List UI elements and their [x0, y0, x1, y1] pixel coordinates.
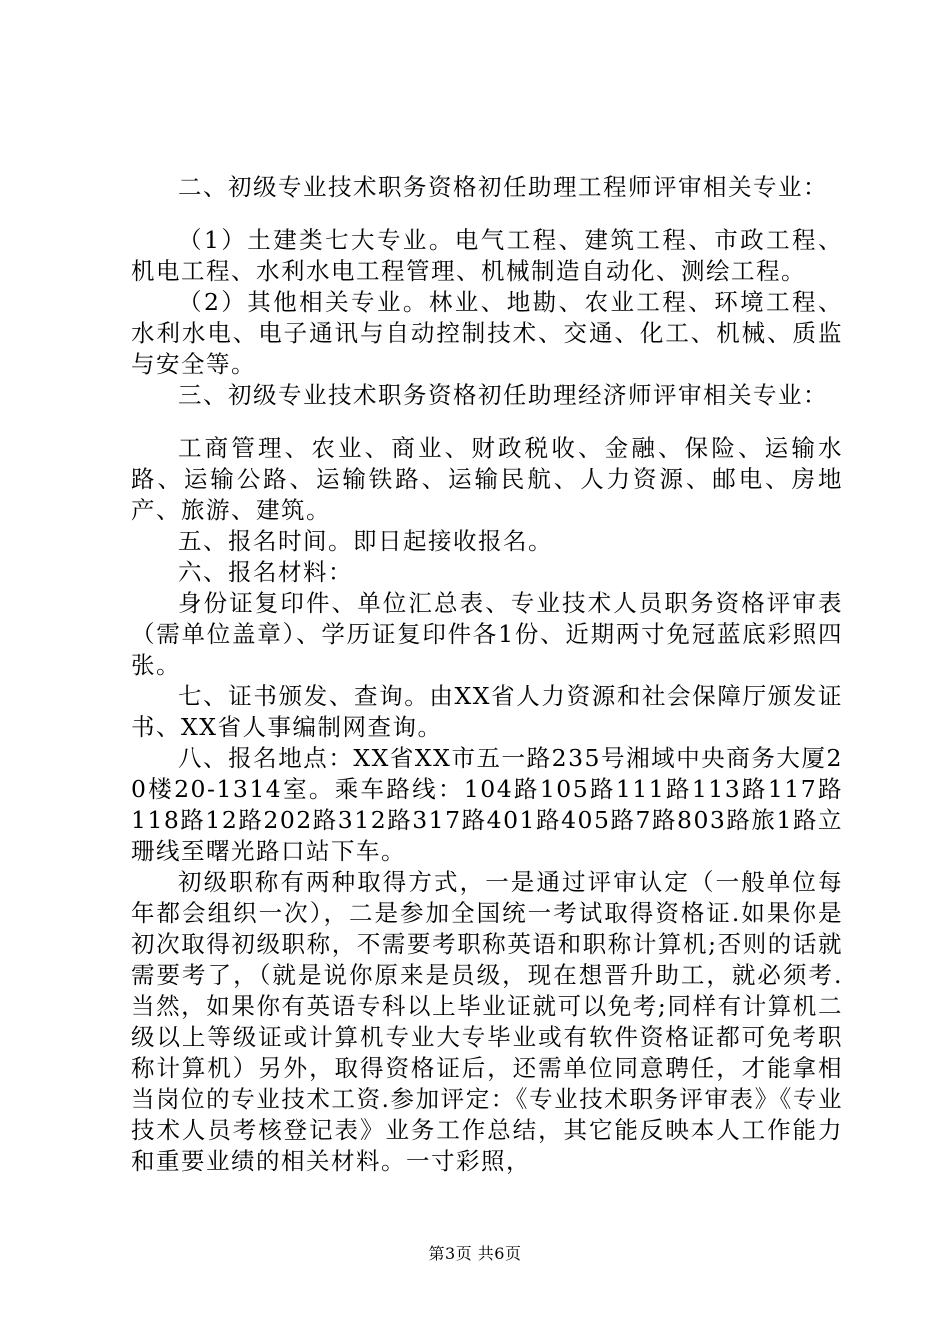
paragraph-economist-list: 工商管理、农业、商业、财政税收、金融、保险、运输水路、运输公路、运输铁路、运输民航、人力资源、邮电、房地产、旅游、建筑。 — [131, 434, 843, 524]
paragraph-certificate: 七、证书颁发、查询。由XX省人力资源和社会保障厅颁发证书、XX省人事编制网查询。 — [131, 682, 843, 741]
paragraph-location: 八、报名地点：XX省XX市五一路235号湘域中央商务大厦20楼20-1314室。乘车路线：104路105路111路113路117路118路12路202路312路317路401路405路7路803路旅1路立珊线至曙光路口站下车。 — [131, 744, 843, 865]
heading-engineer-majors: 二、初级专业技术职务资格初任助理工程师评审相关专业： — [178, 173, 828, 201]
paragraph-materials-heading: 六、报名材料： — [178, 558, 353, 586]
paragraph-materials-list: 身份证复印件、单位汇总表、专业技术人员职务资格评审表（需单位盖章）、学历证复印件各1份、近期两寸免冠蓝底彩照四张。 — [131, 589, 843, 679]
document-body — [131, 172, 843, 1177]
paragraph-registration-time: 五、报名时间。即日起接收报名。 — [178, 527, 553, 555]
paragraph-other-majors: （2）其他相关专业。林业、地勘、农业工程、环境工程、水利水电、电子通讯与自动控制技术、交通、化工、机械、质监与安全等。 — [131, 288, 843, 378]
page-number-footer: 第3页 共6页 — [428, 1244, 522, 1263]
paragraph-explanation: 初级职称有两种取得方式，一是通过评审认定（一般单位每年都会组织一次），二是参加全国统一考试取得资格证.如果你是初次取得初级职称，不需要考职称英语和职称计算机;否则的话就需要考了，（就是说你原来是员级，现在想晋升助工，就必须考.当然，如果你有英语专科以上毕业证就可以免考;同样有计算机二级以上等级证或计算机专业大专毕业或有软件资格证都可免考职称计算机）另外，取得资格证后，还需单位同意聘任，才能拿相当岗位的专业技术工资.参加评定：《专业技术职务评审表》《专业技术人员考核登记表》业务工作总结，其它能反映本人工作能力和重要业绩的相关材料。一寸彩照， — [131, 868, 843, 1175]
paragraph-civil-majors: （1）土建类七大专业。电气工程、建筑工程、市政工程、机电工程、水利水电工程管理、机械制造自动化、测绘工程。 — [131, 226, 843, 285]
heading-economist-majors: 三、初级专业技术职务资格初任助理经济师评审相关专业： — [178, 381, 828, 409]
